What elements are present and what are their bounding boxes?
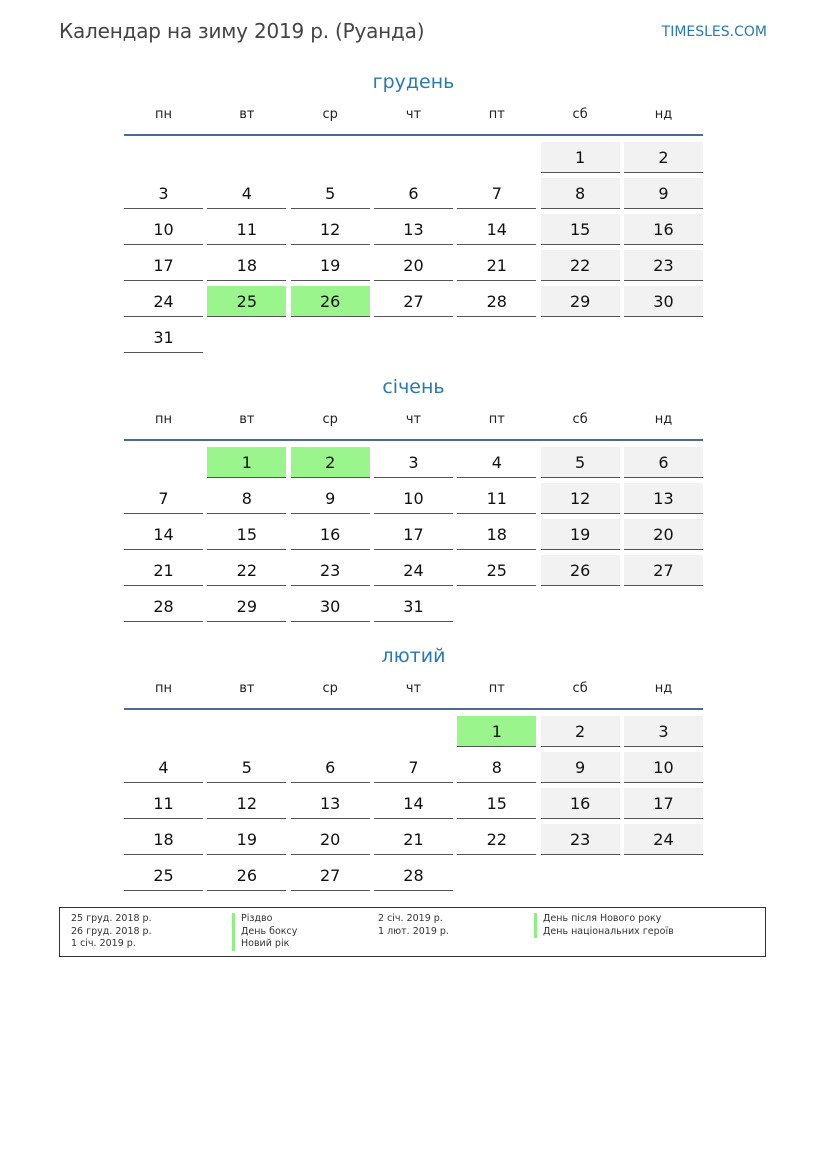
day-cell: 28 — [374, 860, 453, 891]
week-row — [124, 860, 703, 896]
week-row — [124, 483, 703, 519]
week-row — [124, 752, 703, 788]
day-cell: 4 — [207, 178, 286, 209]
page-title: Календар на зиму 2019 р. (Руанда) — [59, 19, 425, 43]
month-calendar — [124, 642, 703, 896]
day-cell: 17 — [124, 250, 203, 281]
day-cell: 18 — [207, 250, 286, 281]
empty-day-cell — [291, 322, 370, 352]
day-cell: 28 — [457, 286, 536, 317]
week-row — [124, 591, 703, 627]
empty-day-cell — [374, 322, 453, 352]
weekend-day-cell: 5 — [541, 447, 620, 478]
weekday-label: вт — [239, 107, 255, 122]
holiday-day-cell: 1 — [457, 716, 536, 747]
week-row — [124, 519, 703, 555]
empty-day-cell — [624, 591, 703, 621]
day-cell: 21 — [457, 250, 536, 281]
day-cell: 25 — [124, 860, 203, 891]
day-cell: 21 — [124, 555, 203, 586]
weekend-day-cell: 10 — [624, 752, 703, 783]
empty-day-cell — [541, 591, 620, 621]
weekday-label: ср — [322, 107, 338, 122]
day-cell: 10 — [124, 214, 203, 245]
legend-date: 26 груд. 2018 р. — [71, 925, 152, 937]
empty-day-cell — [457, 860, 536, 890]
day-cell: 13 — [291, 788, 370, 819]
week-row — [124, 286, 703, 322]
day-cell: 24 — [124, 286, 203, 317]
day-cell: 9 — [291, 483, 370, 514]
weekday-header-row — [124, 674, 703, 710]
empty-day-cell — [374, 142, 453, 172]
empty-day-cell — [541, 322, 620, 352]
weekday-label: пн — [155, 107, 172, 122]
empty-day-cell — [124, 447, 203, 477]
weekday-label: пн — [155, 681, 172, 696]
weekday-header-row — [124, 405, 703, 441]
day-cell: 11 — [207, 214, 286, 245]
weekend-day-cell: 15 — [541, 214, 620, 245]
empty-day-cell — [624, 322, 703, 352]
weekend-day-cell: 2 — [541, 716, 620, 747]
empty-day-cell — [457, 322, 536, 352]
day-cell: 14 — [457, 214, 536, 245]
day-cell: 30 — [291, 591, 370, 622]
day-cell: 7 — [124, 483, 203, 514]
day-cell: 14 — [374, 788, 453, 819]
day-cell: 18 — [457, 519, 536, 550]
empty-day-cell — [541, 860, 620, 890]
weekend-day-cell: 6 — [624, 447, 703, 478]
weekend-day-cell: 12 — [541, 483, 620, 514]
week-row — [124, 178, 703, 214]
day-cell: 13 — [374, 214, 453, 245]
week-row — [124, 824, 703, 860]
day-cell: 8 — [207, 483, 286, 514]
legend-names-col-2 — [534, 913, 674, 938]
weekday-label: чт — [405, 107, 422, 122]
empty-day-cell — [124, 142, 203, 172]
legend-date: 25 груд. 2018 р. — [71, 913, 152, 924]
week-row — [124, 555, 703, 591]
day-cell: 22 — [207, 555, 286, 586]
weekday-header-row — [124, 100, 703, 136]
weekday-label: пт — [488, 107, 505, 122]
weekend-day-cell: 17 — [624, 788, 703, 819]
day-cell: 5 — [291, 178, 370, 209]
day-cell: 3 — [124, 178, 203, 209]
day-cell: 27 — [374, 286, 453, 317]
weekday-label: чт — [405, 412, 422, 427]
weeks-grid — [124, 136, 703, 358]
day-cell: 11 — [124, 788, 203, 819]
empty-day-cell — [291, 142, 370, 172]
day-cell: 23 — [291, 555, 370, 586]
empty-day-cell — [374, 716, 453, 746]
holiday-day-cell: 2 — [291, 447, 370, 478]
weekday-label: вт — [239, 412, 255, 427]
day-cell: 25 — [457, 555, 536, 586]
day-cell: 12 — [207, 788, 286, 819]
month-title: січень — [382, 376, 445, 398]
holiday-day-cell: 1 — [207, 447, 286, 478]
day-cell: 20 — [291, 824, 370, 855]
week-row — [124, 214, 703, 250]
weekday-label: пт — [488, 412, 505, 427]
weekend-day-cell: 24 — [624, 824, 703, 855]
week-row — [124, 322, 703, 358]
day-cell: 7 — [374, 752, 453, 783]
day-cell: 21 — [374, 824, 453, 855]
day-cell: 8 — [457, 752, 536, 783]
day-cell: 5 — [207, 752, 286, 783]
weekday-label: сб — [572, 107, 588, 122]
legend-date: 1 січ. 2019 р. — [71, 938, 136, 950]
weekend-day-cell: 3 — [624, 716, 703, 747]
legend-names-col-1 — [232, 913, 297, 951]
day-cell: 29 — [207, 591, 286, 622]
legend-dates-col-1 — [71, 913, 152, 951]
weekday-label: сб — [572, 681, 588, 696]
week-row — [124, 447, 703, 483]
empty-day-cell — [457, 591, 536, 621]
day-cell: 11 — [457, 483, 536, 514]
month-title: лютий — [381, 645, 446, 667]
weekend-day-cell: 20 — [624, 519, 703, 550]
week-row — [124, 716, 703, 752]
weekday-label: нд — [654, 412, 673, 427]
weekday-label: чт — [405, 681, 422, 696]
legend-dates-col-2 — [378, 913, 449, 938]
day-cell: 15 — [207, 519, 286, 550]
legend-holiday-name: Різдво — [232, 913, 297, 926]
legend-date: 2 січ. 2019 р. — [378, 913, 443, 924]
weekend-day-cell: 8 — [541, 178, 620, 209]
month-calendar — [124, 68, 703, 358]
legend-date: 1 лют. 2019 р. — [378, 925, 449, 937]
day-cell: 19 — [207, 824, 286, 855]
day-cell: 18 — [124, 824, 203, 855]
day-cell: 22 — [457, 824, 536, 855]
day-cell: 26 — [207, 860, 286, 891]
day-cell: 4 — [124, 752, 203, 783]
weekend-day-cell: 9 — [624, 178, 703, 209]
day-cell: 6 — [374, 178, 453, 209]
day-cell: 16 — [291, 519, 370, 550]
weekend-day-cell: 1 — [541, 142, 620, 173]
weekend-day-cell: 27 — [624, 555, 703, 586]
empty-day-cell — [124, 716, 203, 746]
empty-day-cell — [207, 142, 286, 172]
weekday-label: нд — [654, 107, 673, 122]
month-calendar — [124, 373, 703, 627]
site-link[interactable]: TIMESLES.COM — [661, 24, 767, 40]
holiday-legend — [59, 907, 766, 957]
weekend-day-cell: 22 — [541, 250, 620, 281]
weekend-day-cell: 23 — [624, 250, 703, 281]
day-cell: 3 — [374, 447, 453, 478]
day-cell: 17 — [374, 519, 453, 550]
weekend-day-cell: 29 — [541, 286, 620, 317]
weekend-day-cell: 2 — [624, 142, 703, 173]
weekend-day-cell: 13 — [624, 483, 703, 514]
weekday-label: пн — [155, 412, 172, 427]
week-row — [124, 788, 703, 824]
holiday-day-cell: 25 — [207, 286, 286, 317]
weekday-label: вт — [239, 681, 255, 696]
week-row — [124, 250, 703, 286]
weekend-day-cell: 19 — [541, 519, 620, 550]
weekend-day-cell: 23 — [541, 824, 620, 855]
weeks-grid — [124, 441, 703, 627]
weekday-label: сб — [572, 412, 588, 427]
day-cell: 31 — [124, 322, 203, 353]
weeks-grid — [124, 710, 703, 896]
legend-holiday-name: День боксу — [232, 926, 297, 939]
week-row — [124, 142, 703, 178]
weekend-day-cell: 30 — [624, 286, 703, 317]
weekend-day-cell: 26 — [541, 555, 620, 586]
empty-day-cell — [207, 322, 286, 352]
empty-day-cell — [457, 142, 536, 172]
empty-day-cell — [624, 860, 703, 890]
day-cell: 12 — [291, 214, 370, 245]
empty-day-cell — [291, 716, 370, 746]
weekday-label: нд — [654, 681, 673, 696]
day-cell: 6 — [291, 752, 370, 783]
day-cell: 15 — [457, 788, 536, 819]
day-cell: 27 — [291, 860, 370, 891]
day-cell: 4 — [457, 447, 536, 478]
weekend-day-cell: 16 — [541, 788, 620, 819]
day-cell: 14 — [124, 519, 203, 550]
day-cell: 31 — [374, 591, 453, 622]
day-cell: 19 — [291, 250, 370, 281]
day-cell: 24 — [374, 555, 453, 586]
weekday-label: ср — [322, 412, 338, 427]
legend-holiday-name: Новий рік — [232, 938, 297, 951]
weekend-day-cell: 9 — [541, 752, 620, 783]
day-cell: 7 — [457, 178, 536, 209]
month-title: грудень — [372, 71, 455, 93]
empty-day-cell — [207, 716, 286, 746]
weekday-label: пт — [488, 681, 505, 696]
legend-holiday-name: День після Нового року — [534, 913, 674, 926]
legend-holiday-name: День національних героїв — [534, 926, 674, 939]
weekend-day-cell: 16 — [624, 214, 703, 245]
holiday-day-cell: 26 — [291, 286, 370, 317]
day-cell: 10 — [374, 483, 453, 514]
day-cell: 28 — [124, 591, 203, 622]
weekday-label: ср — [322, 681, 338, 696]
day-cell: 20 — [374, 250, 453, 281]
